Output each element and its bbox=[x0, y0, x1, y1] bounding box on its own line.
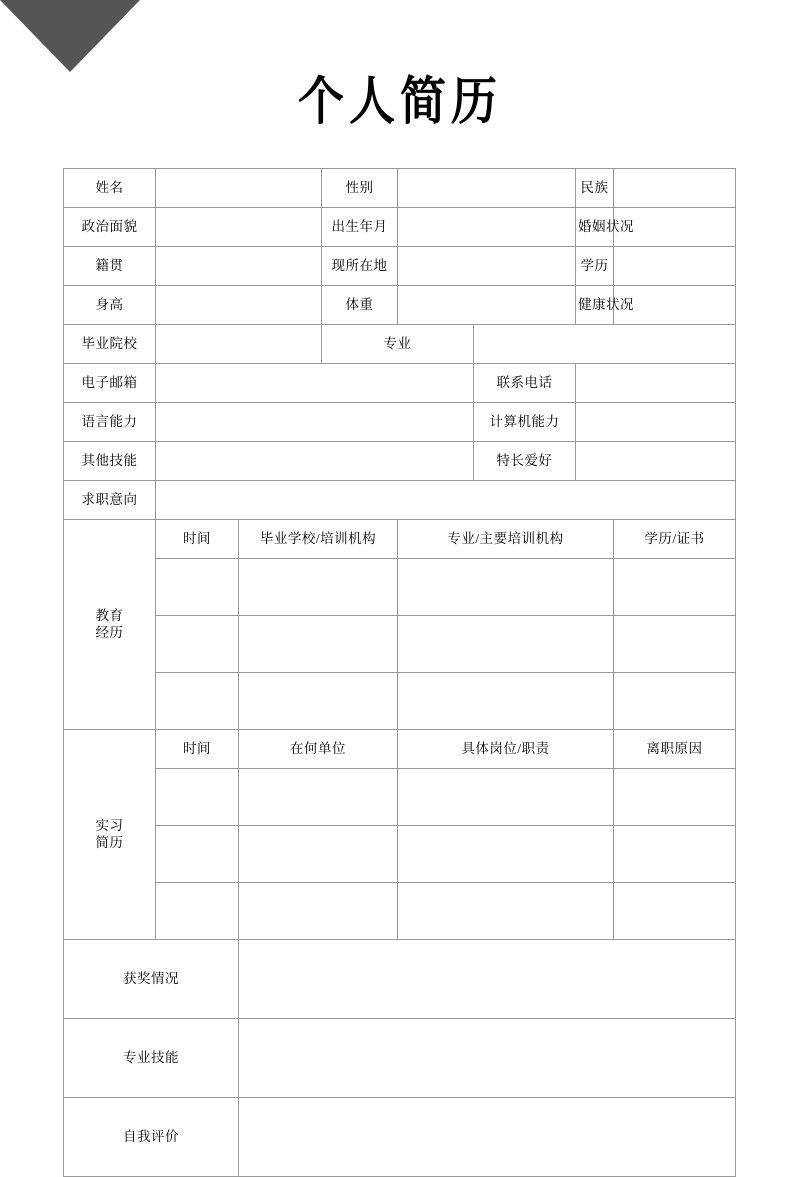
field-label-ethnicity: 民族 bbox=[576, 169, 614, 208]
internship-cell-position[interactable] bbox=[398, 826, 614, 883]
education-col-header-school: 毕业学校/培训机构 bbox=[239, 520, 398, 559]
table-row-basic-3 bbox=[64, 247, 736, 286]
education-cell-time[interactable] bbox=[156, 559, 239, 616]
section-label-internship bbox=[64, 730, 156, 940]
field-value-other-skills[interactable] bbox=[156, 442, 474, 481]
field-label-graduate-school: 毕业院校 bbox=[64, 325, 156, 364]
field-label-language-ability: 语言能力 bbox=[64, 403, 156, 442]
field-value-name[interactable] bbox=[156, 169, 322, 208]
field-label-name: 姓名 bbox=[64, 169, 156, 208]
field-value-professional-skills[interactable] bbox=[239, 1019, 736, 1098]
field-label-job-objective: 求职意向 bbox=[64, 481, 156, 520]
education-cell-major[interactable] bbox=[398, 559, 614, 616]
section-label-internship-line2: 简历 bbox=[95, 834, 124, 850]
corner-triangle-decoration bbox=[0, 0, 140, 72]
field-value-current-location[interactable] bbox=[398, 247, 576, 286]
field-value-computer-ability[interactable] bbox=[576, 403, 736, 442]
field-label-other-skills: 其他技能 bbox=[64, 442, 156, 481]
field-value-ethnicity[interactable] bbox=[614, 169, 736, 208]
field-label-education-level: 学历 bbox=[576, 247, 614, 286]
education-cell-school[interactable] bbox=[239, 673, 398, 730]
field-label-current-location: 现所在地 bbox=[322, 247, 398, 286]
table-row-school bbox=[64, 325, 736, 364]
field-label-health-status: 健康状况 bbox=[576, 286, 614, 325]
education-cell-degree[interactable] bbox=[614, 559, 736, 616]
internship-entry-row bbox=[64, 769, 736, 826]
education-col-header-major: 专业/主要培训机构 bbox=[398, 520, 614, 559]
table-row-job-objective bbox=[64, 481, 736, 520]
education-cell-major[interactable] bbox=[398, 616, 614, 673]
field-label-major: 专业 bbox=[322, 325, 474, 364]
field-value-awards[interactable] bbox=[239, 940, 736, 1019]
internship-entry-row bbox=[64, 826, 736, 883]
table-row-language bbox=[64, 403, 736, 442]
internship-cell-company[interactable] bbox=[239, 883, 398, 940]
field-value-native-place[interactable] bbox=[156, 247, 322, 286]
field-value-phone[interactable] bbox=[576, 364, 736, 403]
table-row-professional-skills bbox=[64, 1019, 736, 1098]
field-value-education-level[interactable] bbox=[614, 247, 736, 286]
table-row-email bbox=[64, 364, 736, 403]
education-cell-time[interactable] bbox=[156, 673, 239, 730]
section-label-education-line1: 教育 bbox=[95, 607, 124, 623]
internship-cell-leaving-reason[interactable] bbox=[614, 883, 736, 940]
table-row-basic-4 bbox=[64, 286, 736, 325]
education-cell-degree[interactable] bbox=[614, 673, 736, 730]
field-label-email: 电子邮箱 bbox=[64, 364, 156, 403]
field-value-major[interactable] bbox=[474, 325, 736, 364]
field-value-political-status[interactable] bbox=[156, 208, 322, 247]
section-label-internship-line1: 实习 bbox=[95, 817, 124, 833]
table-row-other-skills bbox=[64, 442, 736, 481]
field-value-job-objective[interactable] bbox=[156, 481, 736, 520]
internship-cell-position[interactable] bbox=[398, 769, 614, 826]
field-value-weight[interactable] bbox=[398, 286, 576, 325]
field-label-marital-status: 婚姻状况 bbox=[576, 208, 614, 247]
page-title-container bbox=[0, 70, 800, 132]
education-cell-major[interactable] bbox=[398, 673, 614, 730]
field-label-phone: 联系电话 bbox=[474, 364, 576, 403]
education-col-header-time: 时间 bbox=[156, 520, 239, 559]
internship-cell-position[interactable] bbox=[398, 883, 614, 940]
table-row-self-evaluation bbox=[64, 1098, 736, 1177]
field-value-email[interactable] bbox=[156, 364, 474, 403]
internship-entry-row bbox=[64, 883, 736, 940]
field-label-hobbies: 特长爱好 bbox=[474, 442, 576, 481]
table-row-awards bbox=[64, 940, 736, 1019]
education-entry-row bbox=[64, 559, 736, 616]
field-value-graduate-school[interactable] bbox=[156, 325, 322, 364]
section-label-education bbox=[64, 520, 156, 730]
education-cell-time[interactable] bbox=[156, 616, 239, 673]
internship-cell-leaving-reason[interactable] bbox=[614, 769, 736, 826]
internship-cell-company[interactable] bbox=[239, 826, 398, 883]
education-cell-school[interactable] bbox=[239, 616, 398, 673]
field-label-awards: 获奖情况 bbox=[64, 940, 239, 1019]
education-entry-row bbox=[64, 616, 736, 673]
education-header-row bbox=[64, 520, 736, 559]
internship-cell-leaving-reason[interactable] bbox=[614, 826, 736, 883]
education-cell-degree[interactable] bbox=[614, 616, 736, 673]
section-label-education-line2: 经历 bbox=[95, 624, 124, 640]
internship-cell-company[interactable] bbox=[239, 769, 398, 826]
internship-col-header-company: 在何单位 bbox=[239, 730, 398, 769]
field-value-birth-date[interactable] bbox=[398, 208, 576, 247]
internship-cell-time[interactable] bbox=[156, 826, 239, 883]
page-title: 个人简历 bbox=[298, 70, 502, 132]
field-label-professional-skills: 专业技能 bbox=[64, 1019, 239, 1098]
resume-table bbox=[63, 168, 736, 1177]
field-label-native-place: 籍贯 bbox=[64, 247, 156, 286]
internship-header-row bbox=[64, 730, 736, 769]
field-label-weight: 体重 bbox=[322, 286, 398, 325]
internship-col-header-leaving-reason: 离职原因 bbox=[614, 730, 736, 769]
field-label-political-status: 政治面貌 bbox=[64, 208, 156, 247]
table-row-basic-1 bbox=[64, 169, 736, 208]
internship-col-header-position: 具体岗位/职责 bbox=[398, 730, 614, 769]
field-label-gender: 性别 bbox=[322, 169, 398, 208]
internship-cell-time[interactable] bbox=[156, 883, 239, 940]
education-entry-row bbox=[64, 673, 736, 730]
education-cell-school[interactable] bbox=[239, 559, 398, 616]
education-col-header-degree: 学历/证书 bbox=[614, 520, 736, 559]
field-label-self-evaluation: 自我评价 bbox=[64, 1098, 239, 1177]
internship-cell-time[interactable] bbox=[156, 769, 239, 826]
field-value-gender[interactable] bbox=[398, 169, 576, 208]
field-value-self-evaluation[interactable] bbox=[239, 1098, 736, 1177]
field-value-hobbies[interactable] bbox=[576, 442, 736, 481]
internship-col-header-time: 时间 bbox=[156, 730, 239, 769]
field-label-height: 身高 bbox=[64, 286, 156, 325]
table-row-basic-2 bbox=[64, 208, 736, 247]
field-label-birth-date: 出生年月 bbox=[322, 208, 398, 247]
field-value-language-ability[interactable] bbox=[156, 403, 474, 442]
field-value-height[interactable] bbox=[156, 286, 322, 325]
field-label-computer-ability: 计算机能力 bbox=[474, 403, 576, 442]
